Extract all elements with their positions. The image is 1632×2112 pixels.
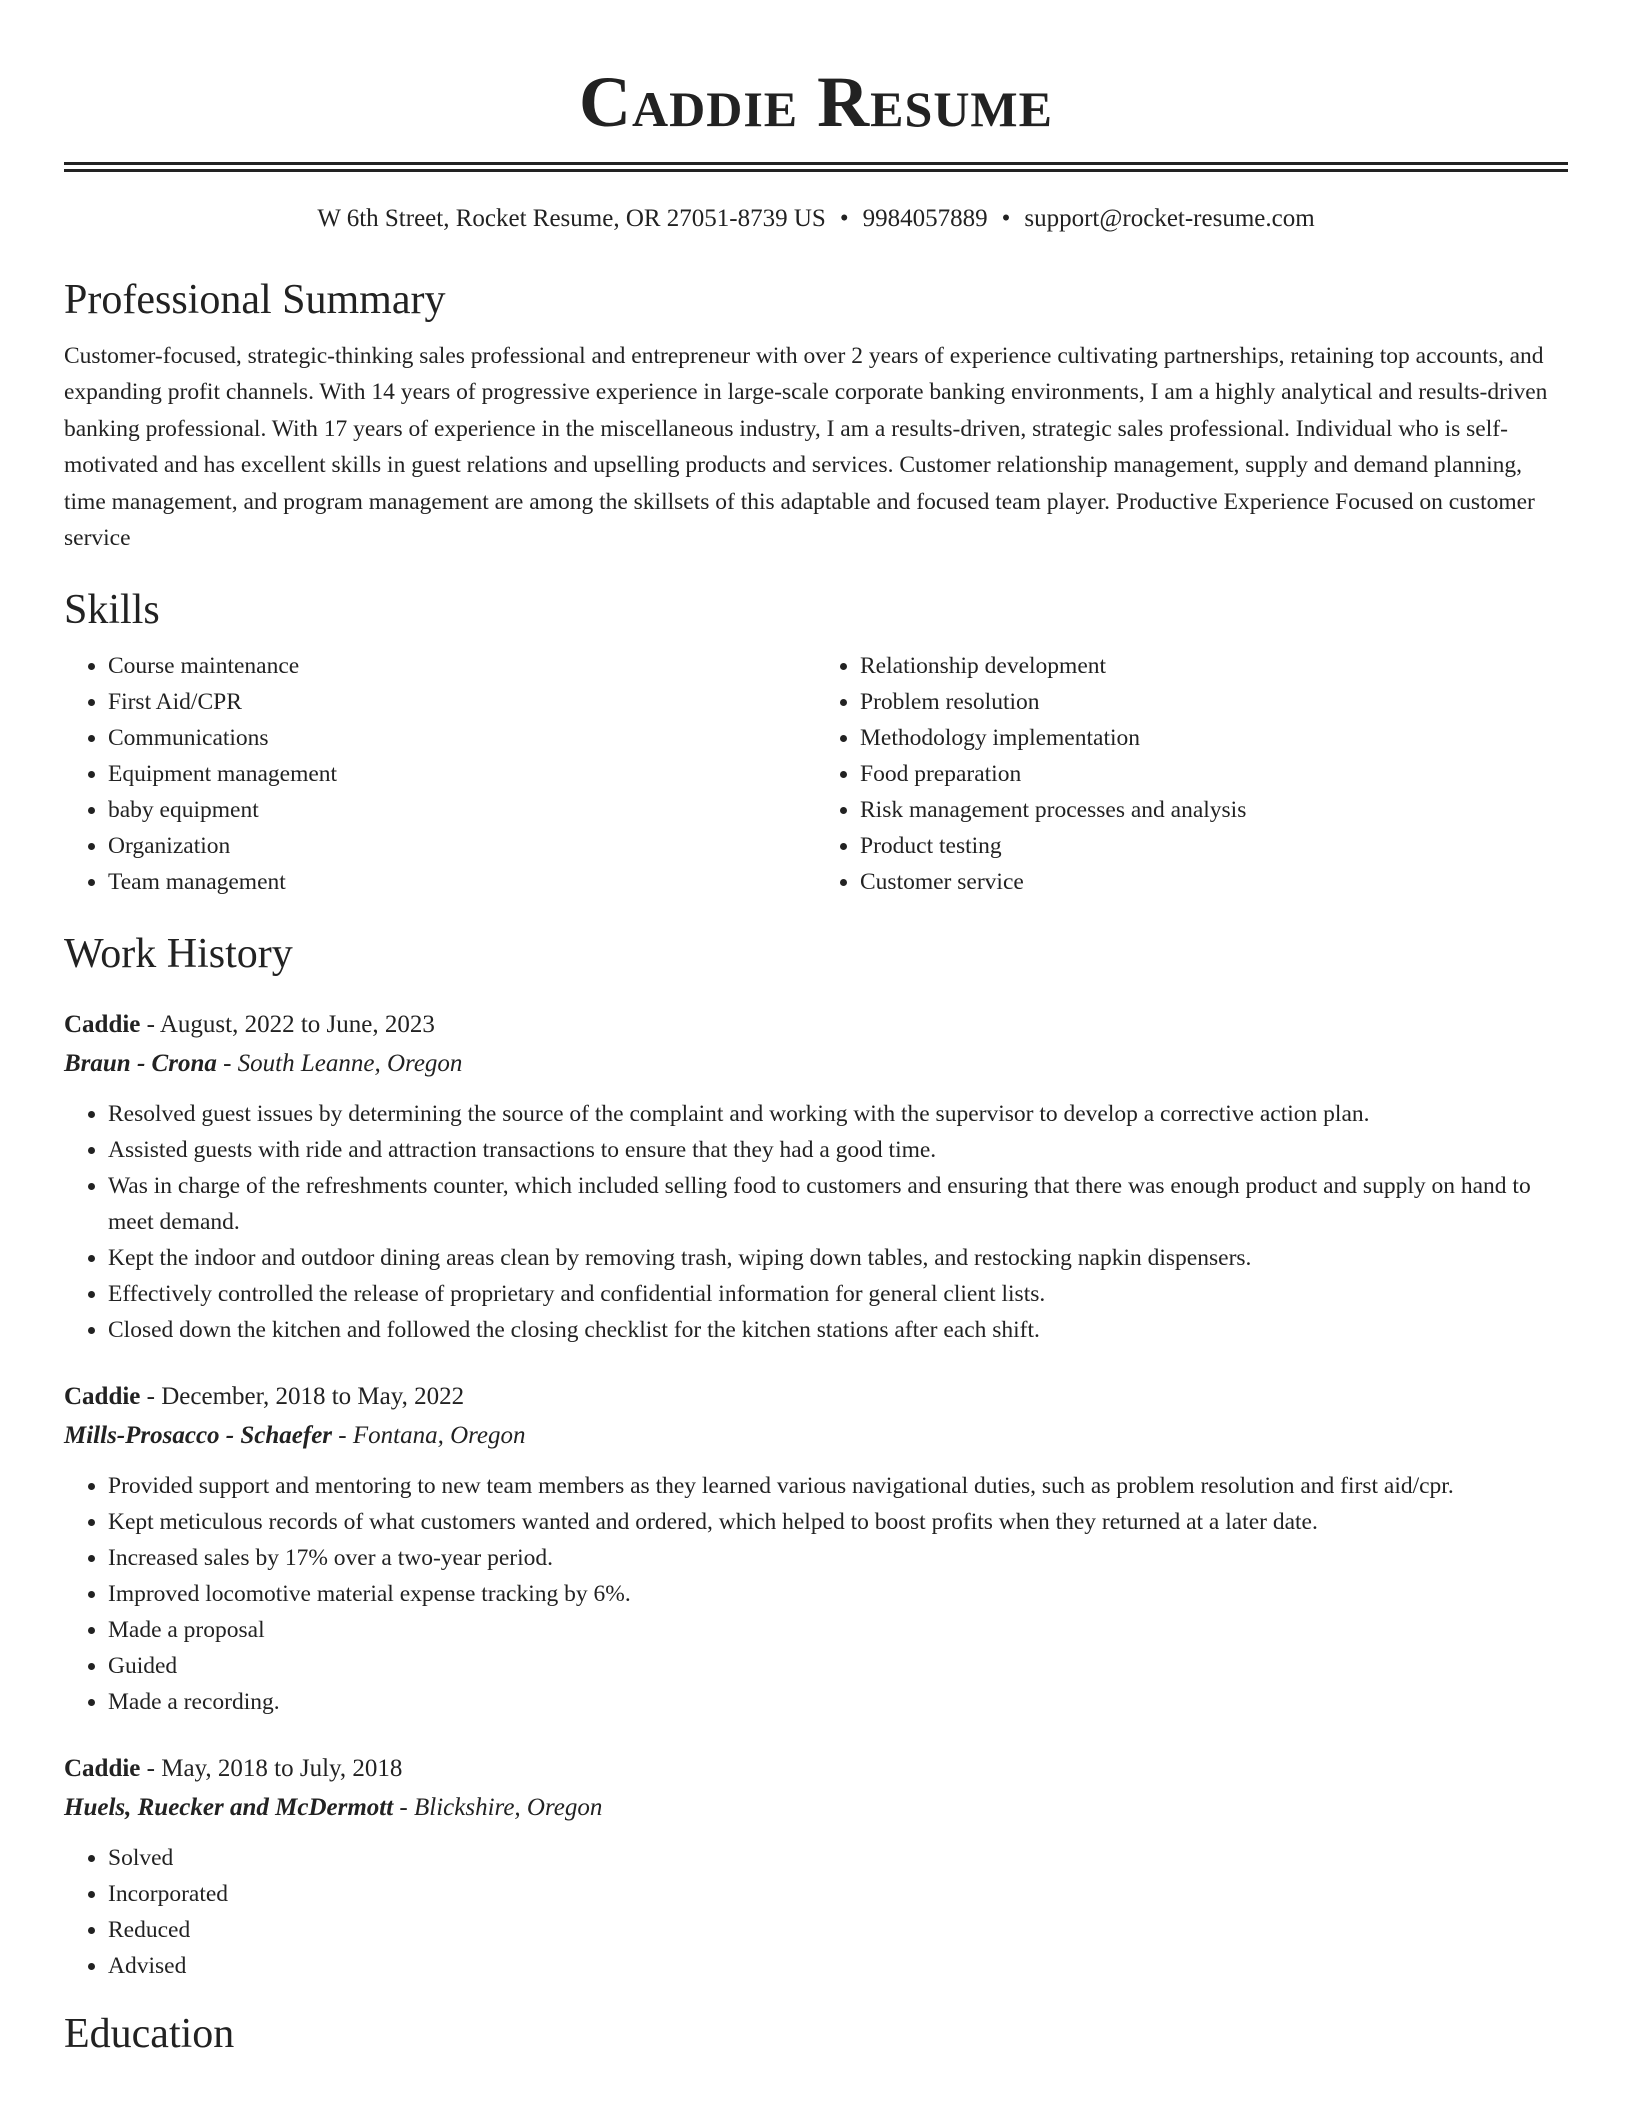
job-location: - South Leanne, Oregon bbox=[216, 1050, 463, 1078]
resume-name: Caddie Resume bbox=[579, 62, 1053, 142]
job-title-line bbox=[64, 1378, 1568, 1416]
section-title-summary: Professional Summary bbox=[64, 277, 446, 323]
job-bullet: • Incorporated bbox=[108, 1876, 1568, 1912]
job-entry bbox=[64, 1378, 1568, 1720]
skill-item: • Customer service bbox=[860, 864, 1568, 900]
job-bullet: • Reduced bbox=[108, 1912, 1568, 1948]
job-company: Huels, Ruecker and McDermott bbox=[64, 1794, 394, 1822]
skill-item: • Problem resolution bbox=[860, 684, 1568, 720]
contact-line bbox=[64, 202, 1568, 236]
section-title-education: Education bbox=[64, 2011, 235, 2058]
job-bullet: • Made a proposal bbox=[108, 1612, 1568, 1648]
contact-address: W 6th Street, Rocket Resume, OR 27051-8739 US bbox=[317, 205, 826, 232]
job-bullet: • Effectively controlled the release of proprietary and confidential information for general client lists. bbox=[108, 1276, 1568, 1312]
skill-item: • baby equipment bbox=[108, 792, 816, 828]
job-title-line bbox=[64, 1006, 1568, 1044]
header-double-rule bbox=[64, 162, 1568, 172]
summary-text: Customer-focused, strategic-thinking sales professional and entrepreneur with over 2 years of experience cultivating partnerships, retaining top accounts, and expanding profit channels. With 14 years of progressive experience in large-scale corporate banking environments, I am a highly analytical and results-driven banking professional. With 17 years of experience in the miscellaneous industry, I am a results-driven, strategic sales professional. Individual who is self-motivated and has excellent skills in guest relations and upselling products and services. Customer relationship management, supply and demand planning, time management, and program management are among the skillsets of this adaptable and focused team player. Productive Experience Focused on customer service bbox=[64, 343, 1548, 552]
skill-item: • Methodology implementation bbox=[860, 720, 1568, 756]
job-bullet: • Solved bbox=[108, 1840, 1568, 1876]
skills-list-right bbox=[816, 648, 1568, 900]
skill-item: • Product testing bbox=[860, 828, 1568, 864]
job-company-line bbox=[64, 1788, 1568, 1828]
job-bullet: • Increased sales by 17% over a two-year period. bbox=[108, 1540, 1568, 1576]
skills-list-left bbox=[64, 648, 816, 900]
skill-item: • First Aid/CPR bbox=[108, 684, 816, 720]
contact-separator: • bbox=[1001, 205, 1011, 232]
resume-page bbox=[64, 0, 1568, 2060]
job-bullets bbox=[64, 1096, 1568, 1348]
job-title-line bbox=[64, 1750, 1568, 1788]
job-bullets bbox=[64, 1840, 1568, 1984]
skill-item: • Course maintenance bbox=[108, 648, 816, 684]
job-bullet: • Closed down the kitchen and followed the closing checklist for the kitchen stations after each shift. bbox=[108, 1312, 1568, 1348]
contact-phone: 9984057889 bbox=[862, 205, 988, 232]
job-dates: - August, 2022 to June, 2023 bbox=[140, 1011, 435, 1039]
job-entry bbox=[64, 1750, 1568, 1984]
section-title-work-history: Work History bbox=[64, 931, 293, 978]
job-bullet: • Made a recording. bbox=[108, 1684, 1568, 1720]
skill-item: • Relationship development bbox=[860, 648, 1568, 684]
job-bullet: • Kept the indoor and outdoor dining areas clean by removing trash, wiping down tables, and restocking napkin dispensers. bbox=[108, 1240, 1568, 1276]
job-bullets bbox=[64, 1468, 1568, 1720]
job-dates: - May, 2018 to July, 2018 bbox=[140, 1755, 403, 1783]
job-role: Caddie bbox=[64, 1755, 141, 1783]
skill-item: • Food preparation bbox=[860, 756, 1568, 792]
job-location: - Fontana, Oregon bbox=[332, 1422, 526, 1450]
job-company: Mills-Prosacco - Schaefer bbox=[64, 1422, 333, 1450]
skill-item: • Organization bbox=[108, 828, 816, 864]
skill-item: • Communications bbox=[108, 720, 816, 756]
section-title-skills: Skills bbox=[64, 587, 160, 634]
job-bullet: • Advised bbox=[108, 1948, 1568, 1984]
job-bullet: • Provided support and mentoring to new team members as they learned various navigational duties, such as problem resolution and first aid/cpr. bbox=[108, 1468, 1568, 1504]
job-company-line bbox=[64, 1044, 1568, 1084]
skills-columns bbox=[64, 648, 1568, 900]
job-role: Caddie bbox=[64, 1011, 141, 1039]
job-bullet: • Improved locomotive material expense tracking by 6%. bbox=[108, 1576, 1568, 1612]
job-bullet: • Kept meticulous records of what customers wanted and ordered, which helped to boost profits when they returned at a later date. bbox=[108, 1504, 1568, 1540]
contact-email: support@rocket-resume.com bbox=[1024, 205, 1315, 232]
job-company-line bbox=[64, 1416, 1568, 1456]
skill-item: • Team management bbox=[108, 864, 816, 900]
job-bullet: • Was in charge of the refreshments counter, which included selling food to customers and ensuring that there was enough product and supply on hand to meet demand. bbox=[108, 1168, 1568, 1240]
job-location: - Blickshire, Oregon bbox=[393, 1794, 603, 1822]
job-role: Caddie bbox=[64, 1383, 141, 1411]
skill-item: • Equipment management bbox=[108, 756, 816, 792]
job-bullet: • Guided bbox=[108, 1648, 1568, 1684]
contact-separator: • bbox=[839, 205, 849, 232]
job-bullet: • Assisted guests with ride and attraction transactions to ensure that they had a good time. bbox=[108, 1132, 1568, 1168]
job-entry bbox=[64, 1006, 1568, 1348]
job-company: Braun - Crona bbox=[64, 1050, 217, 1078]
job-dates: - December, 2018 to May, 2022 bbox=[140, 1383, 465, 1411]
skill-item: • Risk management processes and analysis bbox=[860, 792, 1568, 828]
job-bullet: • Resolved guest issues by determining the source of the complaint and working with the supervisor to develop a corrective action plan. bbox=[108, 1096, 1568, 1132]
